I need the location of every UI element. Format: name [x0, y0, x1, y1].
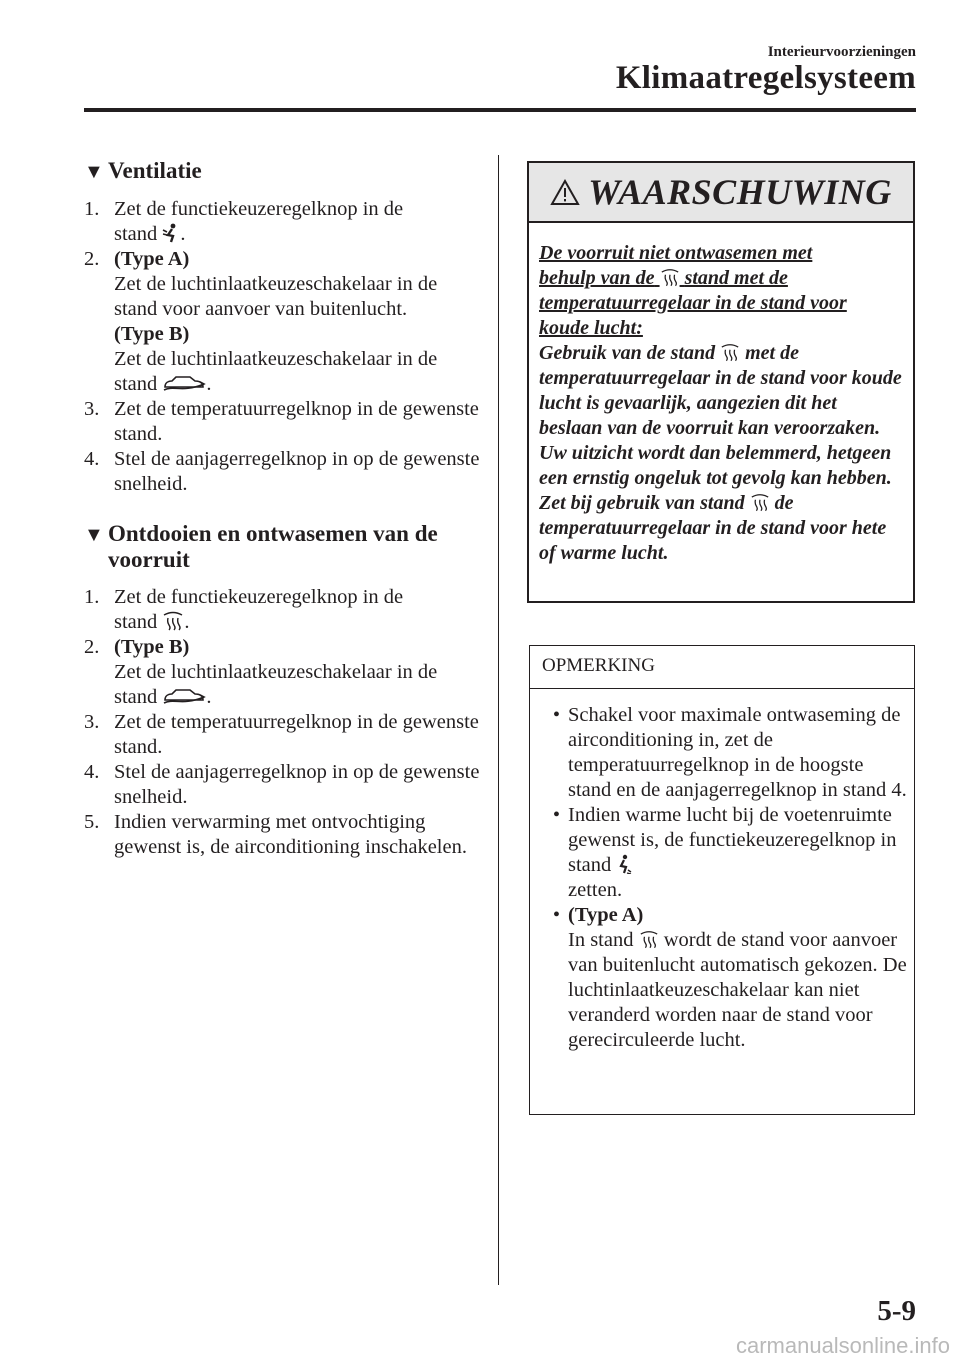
list-item	[84, 247, 484, 397]
type-label: (Type A)	[114, 248, 190, 270]
steps-list	[84, 585, 484, 860]
warning-header	[529, 163, 913, 223]
note-text	[568, 803, 908, 903]
list-item	[84, 197, 484, 247]
step-text: Stel de aanjagerregelknop in op de gewenste snelheid.	[114, 761, 480, 808]
page-title: Klimaatregelsysteem	[615, 60, 916, 96]
section-heading-ontdooien	[84, 521, 484, 573]
list-item	[530, 803, 908, 903]
warning-line: temperatuurregelaar in de stand voor	[539, 292, 847, 314]
floor-vent-icon	[616, 854, 632, 874]
step-number: 5.	[84, 811, 100, 833]
list-item	[84, 447, 484, 497]
step-text: Stel de aanjagerregelknop in op de gewenste snelheid.	[114, 448, 480, 495]
defrost-icon	[720, 343, 740, 362]
punctuation: .	[184, 611, 190, 633]
step-text	[114, 585, 484, 635]
warning-line	[539, 267, 788, 289]
steps-list	[84, 197, 484, 497]
step-line: stand	[114, 373, 158, 395]
step-number: 2.	[84, 248, 100, 270]
step-number: 1.	[84, 198, 100, 220]
left-column	[84, 158, 484, 876]
list-item	[84, 397, 484, 447]
outside-air-car-icon	[162, 686, 206, 706]
page-number: 5-9	[877, 1295, 916, 1327]
header-rule	[84, 108, 916, 112]
warning-text: met de temperatuurregelaar in de stand voor koude lucht is gevaarlijk, aangezien dit het beslaan van de voorruit kan veroorzaken. Uw uitzicht wordt dan belemmerd, hetgeen een ernstig ongeluk tot gevolg kan hebben. Zet bij gebruik van stand	[539, 342, 902, 514]
step-text	[114, 635, 484, 710]
note-list	[530, 703, 914, 1053]
note-line: Indien warme lucht bij de voetenruimte gewenst is, de functiekeuzeregelknop in stand	[568, 804, 897, 876]
note-box	[529, 645, 915, 1115]
section-heading-text: Ventilatie	[108, 158, 202, 183]
list-item	[84, 810, 484, 860]
step-line: stand	[114, 223, 158, 245]
outside-air-car-icon	[162, 373, 206, 393]
step-number: 4.	[84, 448, 100, 470]
defrost-icon	[660, 268, 680, 287]
warning-box	[527, 161, 915, 603]
step-text	[114, 247, 484, 397]
warning-title: WAARSCHUWING	[588, 172, 892, 212]
step-text: Zet de temperatuurregelknop in de gewenste stand.	[114, 398, 479, 445]
watermark: carmanualsonline.info	[735, 1333, 950, 1358]
note-text: Schakel voor maximale ontwaseming de airconditioning in, zet de temperatuurregelknop in de hoogste stand en de aanjagerregelknop in stand 4.	[568, 704, 907, 801]
step-line: Zet de luchtinlaatkeuzeschakelaar in de	[114, 348, 438, 370]
section-heading-ventilatie	[84, 158, 484, 185]
section-ontdooien	[84, 521, 484, 860]
punctuation: .	[180, 223, 186, 245]
punctuation: .	[206, 373, 212, 395]
triangle-marker-icon: ▼	[84, 161, 104, 183]
note-line: In stand	[568, 929, 634, 951]
warning-line: De voorruit niet ontwasemen met	[539, 242, 813, 264]
step-text	[114, 197, 484, 247]
bullet: •	[552, 904, 560, 926]
step-number: 4.	[84, 761, 100, 783]
note-line: wordt de stand voor aanvoer van buitenlucht automatisch gekozen. De luchtinlaatkeuzeschakelaar kan niet veranderd worden naar de stand voor gerecirculeerde lucht.	[568, 929, 907, 1051]
warning-text: behulp van de	[539, 267, 655, 289]
defrost-icon	[750, 493, 770, 512]
list-item	[84, 760, 484, 810]
note-title: OPMERKING	[530, 646, 914, 689]
step-line: Zet de luchtinlaatkeuzeschakelaar in de stand voor aanvoer van buitenlucht.	[114, 273, 438, 320]
step-number: 2.	[84, 636, 100, 658]
list-item	[530, 903, 908, 1053]
warning-text: Gebruik van de stand	[539, 342, 716, 364]
warning-line: koude lucht:	[539, 317, 643, 339]
warning-body	[529, 223, 913, 566]
step-text: Zet de temperatuurregelknop in de gewenste stand.	[114, 711, 479, 758]
bullet: •	[552, 804, 560, 826]
type-label: (Type B)	[114, 323, 190, 345]
type-label: (Type A)	[568, 904, 644, 926]
section-heading-text: Ontdooien en ontwasemen van de voorruit	[108, 521, 438, 572]
type-label: (Type B)	[114, 636, 190, 658]
warning-text: stand met de	[684, 267, 788, 289]
step-number: 1.	[84, 586, 100, 608]
step-line: stand	[114, 611, 158, 633]
header-section: Interieurvoorzieningen	[767, 44, 916, 60]
step-text: Indien verwarming met ontvochtiging gewenst is, de airconditioning inschakelen.	[114, 811, 467, 858]
warning-text: de temperatuurregelaar in de stand voor hete of warme lucht.	[539, 492, 887, 564]
step-line: Zet de luchtinlaatkeuzeschakelaar in de	[114, 661, 438, 683]
list-item	[84, 585, 484, 635]
list-item	[530, 703, 908, 803]
step-line: stand	[114, 686, 158, 708]
bullet: •	[552, 704, 560, 726]
step-line: Zet de functiekeuzeregelknop in de	[114, 198, 404, 220]
section-ventilatie	[84, 158, 484, 497]
column-divider	[498, 155, 499, 1285]
step-line: Zet de functiekeuzeregelknop in de	[114, 586, 404, 608]
list-item	[84, 710, 484, 760]
list-item	[84, 635, 484, 710]
punctuation: .	[206, 686, 212, 708]
defrost-icon	[162, 611, 184, 631]
face-vent-icon	[162, 223, 180, 243]
step-number: 3.	[84, 398, 100, 420]
warning-triangle-icon	[550, 179, 580, 206]
note-text	[568, 903, 908, 1053]
defrost-icon	[639, 930, 659, 949]
triangle-marker-icon: ▼	[84, 524, 104, 546]
step-number: 3.	[84, 711, 100, 733]
note-line: zetten.	[568, 879, 623, 901]
